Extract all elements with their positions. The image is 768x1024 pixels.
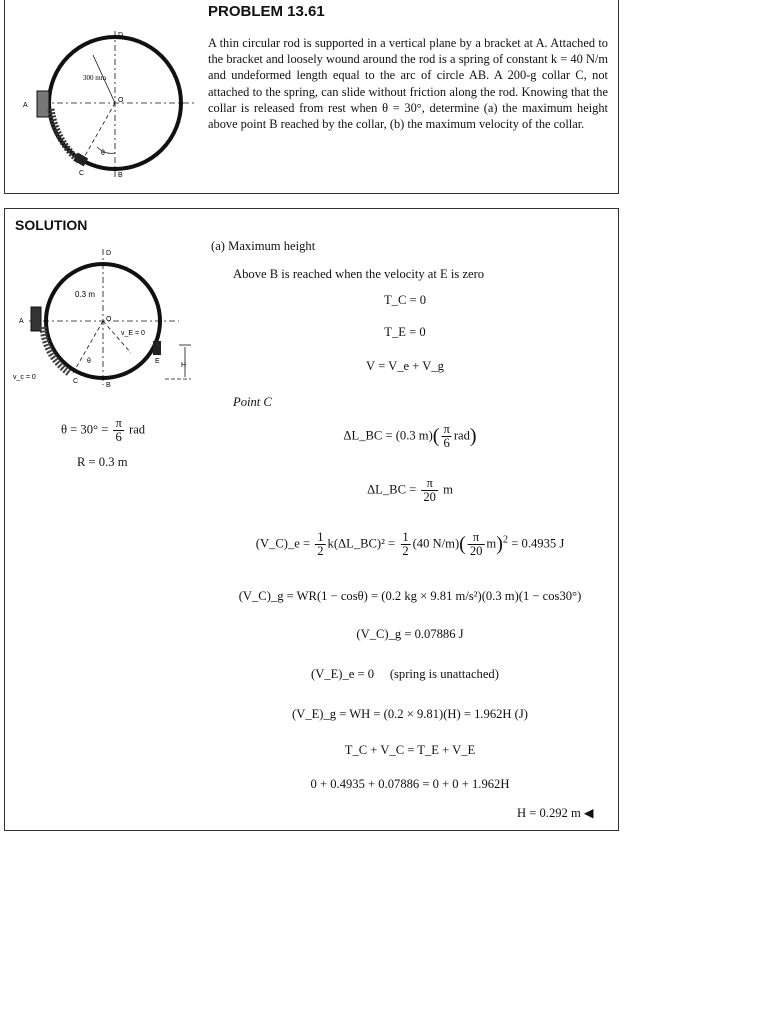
svg-text:O: O [118, 97, 124, 104]
eq-te: T_E = 0 [384, 325, 426, 339]
collar-e [153, 341, 161, 355]
svg-text:E: E [155, 358, 160, 365]
eq-vcg-result: (V_C)_g = 0.07886 J [356, 627, 464, 641]
bracket-a [31, 307, 41, 331]
given-theta: θ = 30° = $\frac{\pi}{6}$ rad [61, 416, 146, 445]
svg-text:θ: θ [87, 358, 91, 365]
eq-veg: (V_E)_g = WH = (0.2 × 9.81)(H) = 1.962H (J) [292, 707, 528, 721]
eq-energy-numbers: 0 + 0.4935 + 0.07886 = 0 + 0 + 1.962H [310, 777, 510, 791]
svg-text:C: C [73, 378, 79, 385]
eq-v-sum: V = V_e + V_g [366, 359, 444, 373]
problem-figure [15, 27, 205, 187]
svg-text:θ: θ [101, 150, 105, 157]
eq-dlbc-2: ΔL_BC = $\frac{\pi}{20}$ m [367, 476, 453, 505]
svg-text:A: A [23, 102, 28, 109]
svg-text:D: D [106, 250, 112, 257]
eq-vcg: (V_C)_g = WR(1 − cosθ) = (0.2 kg × 9.81 m/s²)(0.3 m)(1 − cos30°) [238, 589, 582, 603]
svg-text:300 mm: 300 mm [83, 74, 107, 82]
svg-text:B: B [118, 172, 123, 179]
solution-figure [9, 245, 209, 395]
eq-vee: (V_E)_e = 0 (spring is unattached) [311, 667, 499, 681]
eq-vce: (V_C)_e = $\frac{1}{2}$ k(ΔL_BC)² = $\frac{1}{2}$ (40 N/m)( $\frac{\pi}{20}$ m)$^2$ = 0.4935 J [255, 530, 565, 559]
problem-title: PROBLEM 13.61 [208, 3, 325, 20]
problem-panel [4, 0, 619, 194]
svg-text:D: D [118, 32, 124, 39]
above-b-note: Above B is reached when the velocity at E is zero [233, 267, 485, 281]
svg-text:O: O [106, 316, 112, 323]
point-c-heading: Point C [233, 395, 272, 409]
eq-dlbc-1: ΔL_BC = (0.3 m)( $\frac{\pi}{6}$ rad) [343, 422, 477, 451]
svg-text:0.3 m: 0.3 m [75, 290, 96, 299]
svg-text:B: B [106, 382, 111, 389]
svg-text:A: A [19, 318, 24, 325]
bracket-a [37, 91, 49, 117]
solution-title: SOLUTION [15, 217, 88, 233]
given-radius: R = 0.3 m [77, 455, 128, 469]
problem-statement: A thin circular rod is supported in a vertical plane by a bracket at A. Attached to the bracket and loosely wound around the rod is a spring of constant k = 40 N/m and undeformed length equal to the arc of circle AB. A 200-g collar C, not attached to the spring, can slide without friction along the rod. Knowing that the collar is released from rest when θ = 30°, determine (a) the maximum height above point B reached by the collar, (b) the maximum velocity of the collar. [208, 36, 608, 132]
svg-text:v_E = 0: v_E = 0 [121, 330, 145, 337]
eq-tc: T_C = 0 [383, 293, 427, 307]
answer-h: H = 0.292 m ◀ [517, 806, 594, 820]
eq-energy: T_C + V_C = T_E + V_E [344, 743, 476, 757]
svg-text:C: C [79, 170, 85, 177]
svg-text:H: H [181, 362, 187, 369]
svg-text:v_c = 0: v_c = 0 [13, 374, 36, 381]
solution-panel [4, 208, 619, 831]
part-a-heading: (a) Maximum height [211, 239, 316, 253]
